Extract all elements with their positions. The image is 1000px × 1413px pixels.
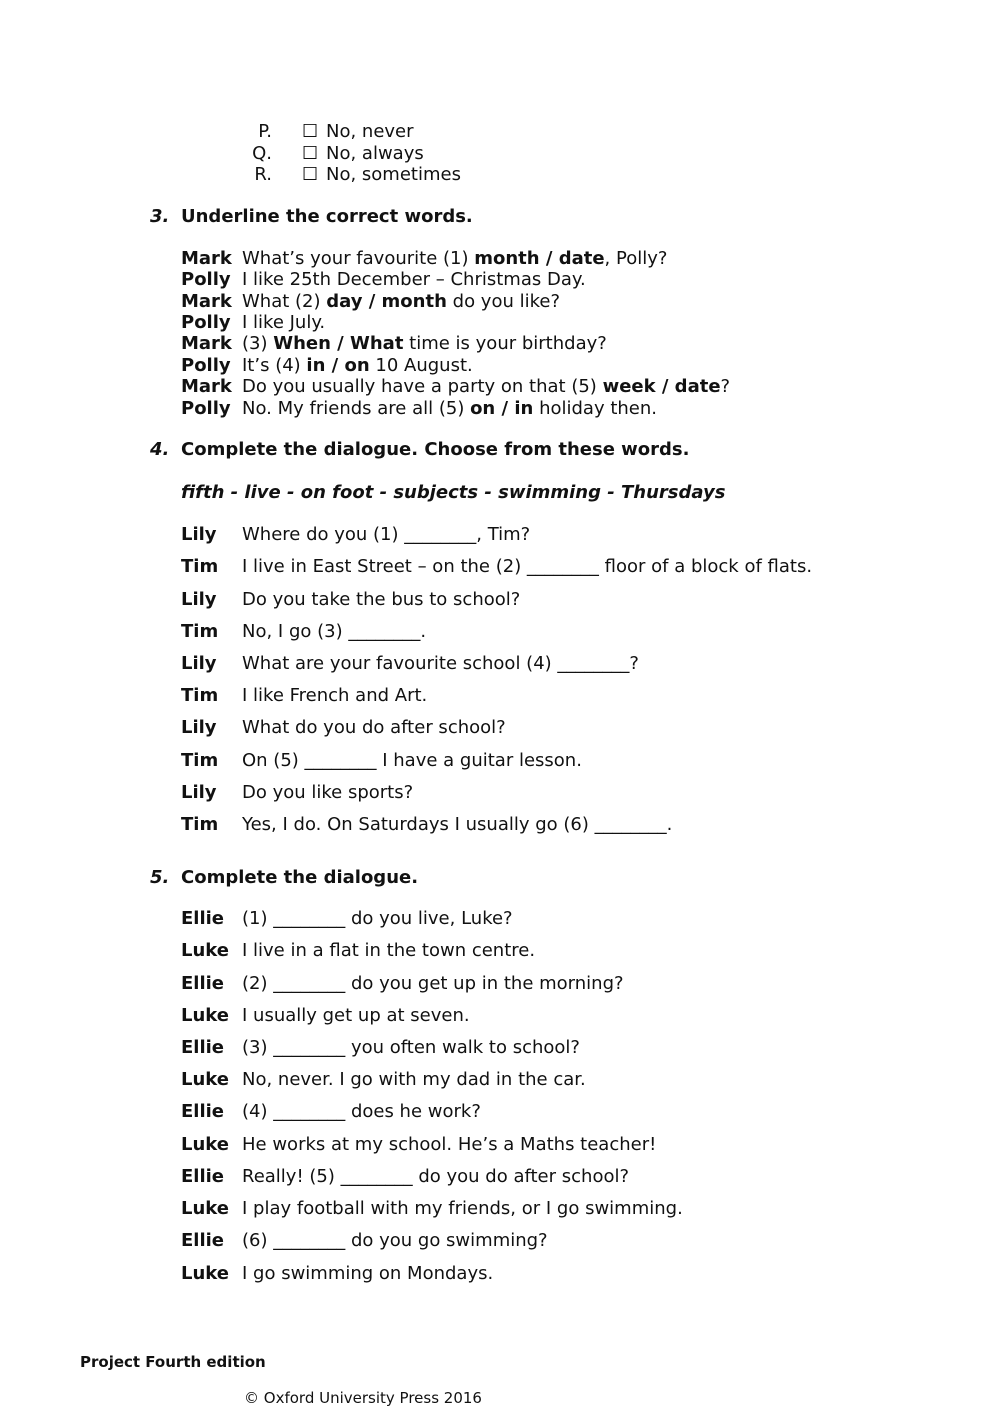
speaker-name: Luke (181, 1134, 229, 1155)
dialogue-line: I usually get up at seven. (242, 1005, 470, 1026)
dialogue-line: (1) ________ do you live, Luke? (242, 908, 513, 929)
section-title: Complete the dialogue. Choose from these words. (181, 439, 690, 460)
dialogue-line: Do you take the bus to school? (242, 589, 521, 610)
speaker-name: Luke (181, 940, 229, 961)
speaker-name: Tim (181, 814, 219, 835)
section-number: 4. (150, 439, 170, 460)
dialogue-line: I live in East Street – on the (2) ________ floor of a block of flats. (242, 556, 813, 577)
word-choice[interactable]: day / month (326, 291, 447, 312)
option-text: No, never (326, 121, 414, 142)
dialogue-line: What’s your favourite (1) month / date, Polly? (242, 248, 668, 269)
speaker-name: Ellie (181, 1230, 225, 1251)
speaker-name: Tim (181, 685, 219, 706)
speaker-name: Lily (181, 782, 217, 803)
word-box: fifth - live - on foot - subjects - swimming - Thursdays (181, 482, 726, 503)
section-number: 5. (150, 867, 170, 888)
option-letter: Q. (252, 143, 272, 164)
dialogue-line: No, never. I go with my dad in the car. (242, 1069, 586, 1090)
dialogue-line: No, I go (3) ________. (242, 621, 427, 642)
speaker-name: Ellie (181, 1101, 225, 1122)
footer-brand: Project Fourth edition (80, 1353, 266, 1371)
speaker-name: Lily (181, 717, 217, 738)
speaker-name: Tim (181, 621, 219, 642)
dialogue-line: It’s (4) in / on 10 August. (242, 355, 473, 376)
dialogue-line: What (2) day / month do you like? (242, 291, 561, 312)
option-text: No, always (326, 143, 424, 164)
word-choice[interactable]: month / date (474, 248, 605, 269)
dialogue-line: What do you do after school? (242, 717, 506, 738)
word-choice[interactable]: When / What (273, 333, 404, 354)
section-title: Complete the dialogue. (181, 867, 419, 888)
word-choice[interactable]: week / date (602, 376, 721, 397)
speaker-name: Ellie (181, 1037, 225, 1058)
dialogue-line: He works at my school. He’s a Maths teacher! (242, 1134, 657, 1155)
speaker-name: Ellie (181, 973, 225, 994)
word-choice[interactable]: on / in (470, 398, 534, 419)
checkbox-icon[interactable]: ☐ (302, 143, 319, 164)
section-number: 3. (150, 206, 170, 227)
dialogue-line: I go swimming on Mondays. (242, 1263, 494, 1284)
speaker-name: Ellie (181, 1166, 225, 1187)
word-choice[interactable]: in / on (306, 355, 370, 376)
speaker-name: Luke (181, 1198, 229, 1219)
dialogue-line: Really! (5) ________ do you do after school? (242, 1166, 630, 1187)
speaker-name: Tim (181, 750, 219, 771)
dialogue-line: (2) ________ do you get up in the morning? (242, 973, 624, 994)
section-title: Underline the correct words. (181, 206, 473, 227)
dialogue-line: No. My friends are all (5) on / in holiday then. (242, 398, 657, 419)
dialogue-line: On (5) ________ I have a guitar lesson. (242, 750, 582, 771)
speaker-name: Ellie (181, 908, 225, 929)
speaker-name: Luke (181, 1069, 229, 1090)
footer-copyright: © Oxford University Press 2016 (244, 1389, 482, 1407)
speaker-name: Tim (181, 556, 219, 577)
dialogue-line: Yes, I do. On Saturdays I usually go (6) ________. (242, 814, 673, 835)
speaker-name: Mark (181, 333, 232, 354)
dialogue-line: Do you like sports? (242, 782, 414, 803)
speaker-name: Luke (181, 1263, 229, 1284)
dialogue-line: What are your favourite school (4) ________? (242, 653, 639, 674)
speaker-name: Mark (181, 291, 232, 312)
speaker-name: Polly (181, 398, 231, 419)
speaker-name: Luke (181, 1005, 229, 1026)
speaker-name: Polly (181, 355, 231, 376)
option-letter: R. (254, 164, 272, 185)
option-letter: P. (258, 121, 272, 142)
dialogue-line: (4) ________ does he work? (242, 1101, 481, 1122)
speaker-name: Lily (181, 653, 217, 674)
speaker-name: Mark (181, 248, 232, 269)
speaker-name: Lily (181, 589, 217, 610)
dialogue-line: (3) ________ you often walk to school? (242, 1037, 580, 1058)
speaker-name: Polly (181, 312, 231, 333)
dialogue-line: I like French and Art. (242, 685, 428, 706)
checkbox-icon[interactable]: ☐ (302, 121, 319, 142)
dialogue-line: (3) When / What time is your birthday? (242, 333, 607, 354)
dialogue-line: I live in a flat in the town centre. (242, 940, 536, 961)
speaker-name: Polly (181, 269, 231, 290)
dialogue-line: (6) ________ do you go swimming? (242, 1230, 548, 1251)
speaker-name: Lily (181, 524, 217, 545)
option-text: No, sometimes (326, 164, 461, 185)
speaker-name: Mark (181, 376, 232, 397)
dialogue-line: I like July. (242, 312, 326, 333)
dialogue-line: Do you usually have a party on that (5) week / date? (242, 376, 731, 397)
dialogue-line: Where do you (1) ________, Tim? (242, 524, 531, 545)
checkbox-icon[interactable]: ☐ (302, 164, 319, 185)
dialogue-line: I play football with my friends, or I go swimming. (242, 1198, 683, 1219)
dialogue-line: I like 25th December – Christmas Day. (242, 269, 586, 290)
